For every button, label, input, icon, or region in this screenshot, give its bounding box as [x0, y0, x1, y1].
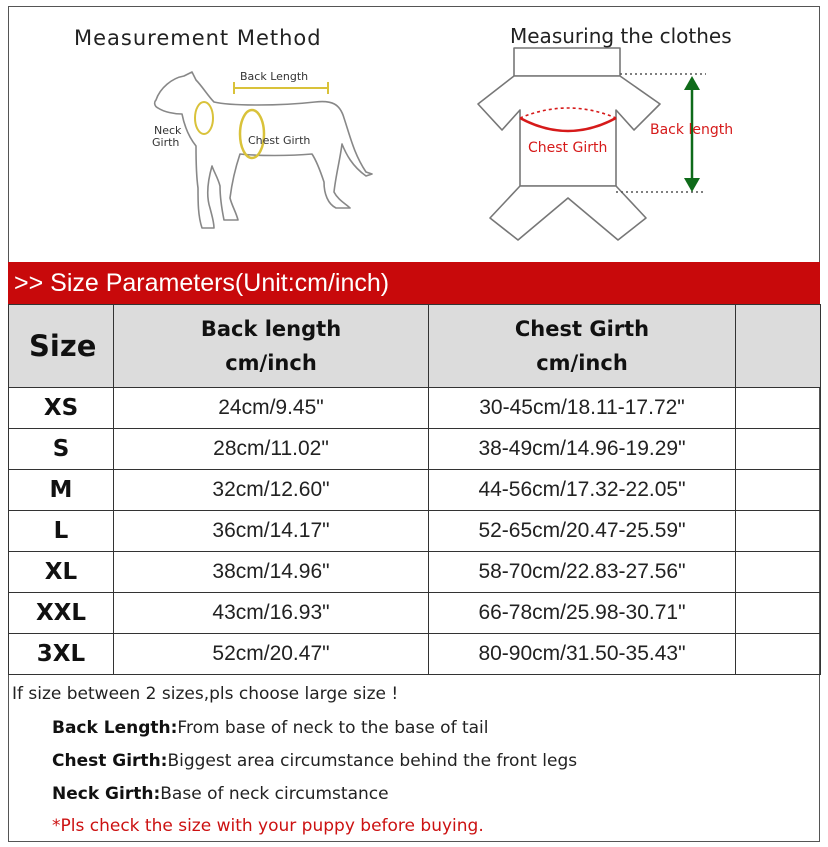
note-chest-girth-term: Chest Girth: — [52, 751, 168, 771]
back-length-cell: 36cm/14.17" — [114, 511, 429, 552]
header-back-length-line1: Back length — [200, 317, 342, 341]
header-back-length — [114, 305, 429, 388]
empty-cell — [736, 593, 821, 634]
clothes-chest-girth-label: Chest Girth — [528, 140, 608, 156]
chest-girth-cell: 80-90cm/31.50-35.43" — [429, 634, 736, 675]
table-row — [9, 593, 821, 634]
header-chest-girth-line1: Chest Girth — [514, 317, 650, 341]
clothes-illustration — [470, 46, 790, 246]
size-cell: L — [9, 511, 114, 552]
empty-cell — [736, 511, 821, 552]
chest-girth-cell: 30-45cm/18.11-17.72" — [429, 388, 736, 429]
header-empty — [736, 305, 821, 388]
note-intro: If size between 2 sizes,pls choose large size ! — [12, 684, 399, 704]
size-cell: XXL — [9, 593, 114, 634]
note-warning: *Pls check the size with your puppy before buying. — [52, 816, 484, 836]
note-chest-girth — [52, 751, 577, 771]
note-neck-girth-def: Base of neck circumstance — [160, 784, 389, 804]
dog-illustration — [140, 62, 390, 242]
table-row — [9, 552, 821, 593]
dog-neck-label-line2: Girth — [152, 136, 180, 149]
back-length-cell: 24cm/9.45" — [114, 388, 429, 429]
size-cell: S — [9, 429, 114, 470]
measurement-method-title: Measurement Method — [74, 26, 322, 50]
table-row — [9, 634, 821, 675]
chest-girth-cell: 52-65cm/20.47-25.59" — [429, 511, 736, 552]
chest-girth-cell: 44-56cm/17.32-22.05" — [429, 470, 736, 511]
chest-girth-cell: 58-70cm/22.83-27.56" — [429, 552, 736, 593]
back-length-cell: 43cm/16.93" — [114, 593, 429, 634]
note-neck-girth-term: Neck Girth: — [52, 784, 161, 804]
measuring-clothes-title: Measuring the clothes — [510, 24, 732, 48]
header-chest-girth-line2: cm/inch — [536, 351, 628, 375]
empty-cell — [736, 552, 821, 593]
clothes-back-length-label: Back length — [650, 122, 734, 138]
chest-girth-cell: 66-78cm/25.98-30.71" — [429, 593, 736, 634]
dog-back-length-label: Back Length — [240, 70, 309, 83]
empty-cell — [736, 429, 821, 470]
back-length-cell: 38cm/14.96" — [114, 552, 429, 593]
table-row — [9, 429, 821, 470]
back-length-cell: 28cm/11.02" — [114, 429, 429, 470]
size-cell: XL — [9, 552, 114, 593]
empty-cell — [736, 634, 821, 675]
header-size: Size — [9, 305, 114, 388]
note-back-length — [52, 718, 489, 738]
size-cell: M — [9, 470, 114, 511]
empty-cell — [736, 388, 821, 429]
size-parameters-banner: >> Size Parameters(Unit:cm/inch) — [8, 262, 820, 304]
back-length-cell: 52cm/20.47" — [114, 634, 429, 675]
chest-girth-cell: 38-49cm/14.96-19.29" — [429, 429, 736, 470]
empty-cell — [736, 470, 821, 511]
table-row — [9, 388, 821, 429]
note-neck-girth — [52, 784, 389, 804]
note-chest-girth-def: Biggest area circumstance behind the front legs — [167, 751, 578, 771]
dog-chest-girth-label: Chest Girth — [248, 134, 311, 147]
size-cell: XS — [9, 388, 114, 429]
note-back-length-term: Back Length: — [52, 718, 178, 738]
header-chest-girth — [429, 305, 736, 388]
notes-section — [8, 680, 820, 842]
size-cell: 3XL — [9, 634, 114, 675]
table-row — [9, 511, 821, 552]
dog-neck-label-line1: Neck — [154, 124, 182, 137]
table-header-row — [9, 305, 821, 388]
note-back-length-def: From base of neck to the base of tail — [177, 718, 489, 738]
size-table — [8, 304, 821, 675]
table-row — [9, 470, 821, 511]
header-back-length-line2: cm/inch — [225, 351, 317, 375]
back-length-cell: 32cm/12.60" — [114, 470, 429, 511]
